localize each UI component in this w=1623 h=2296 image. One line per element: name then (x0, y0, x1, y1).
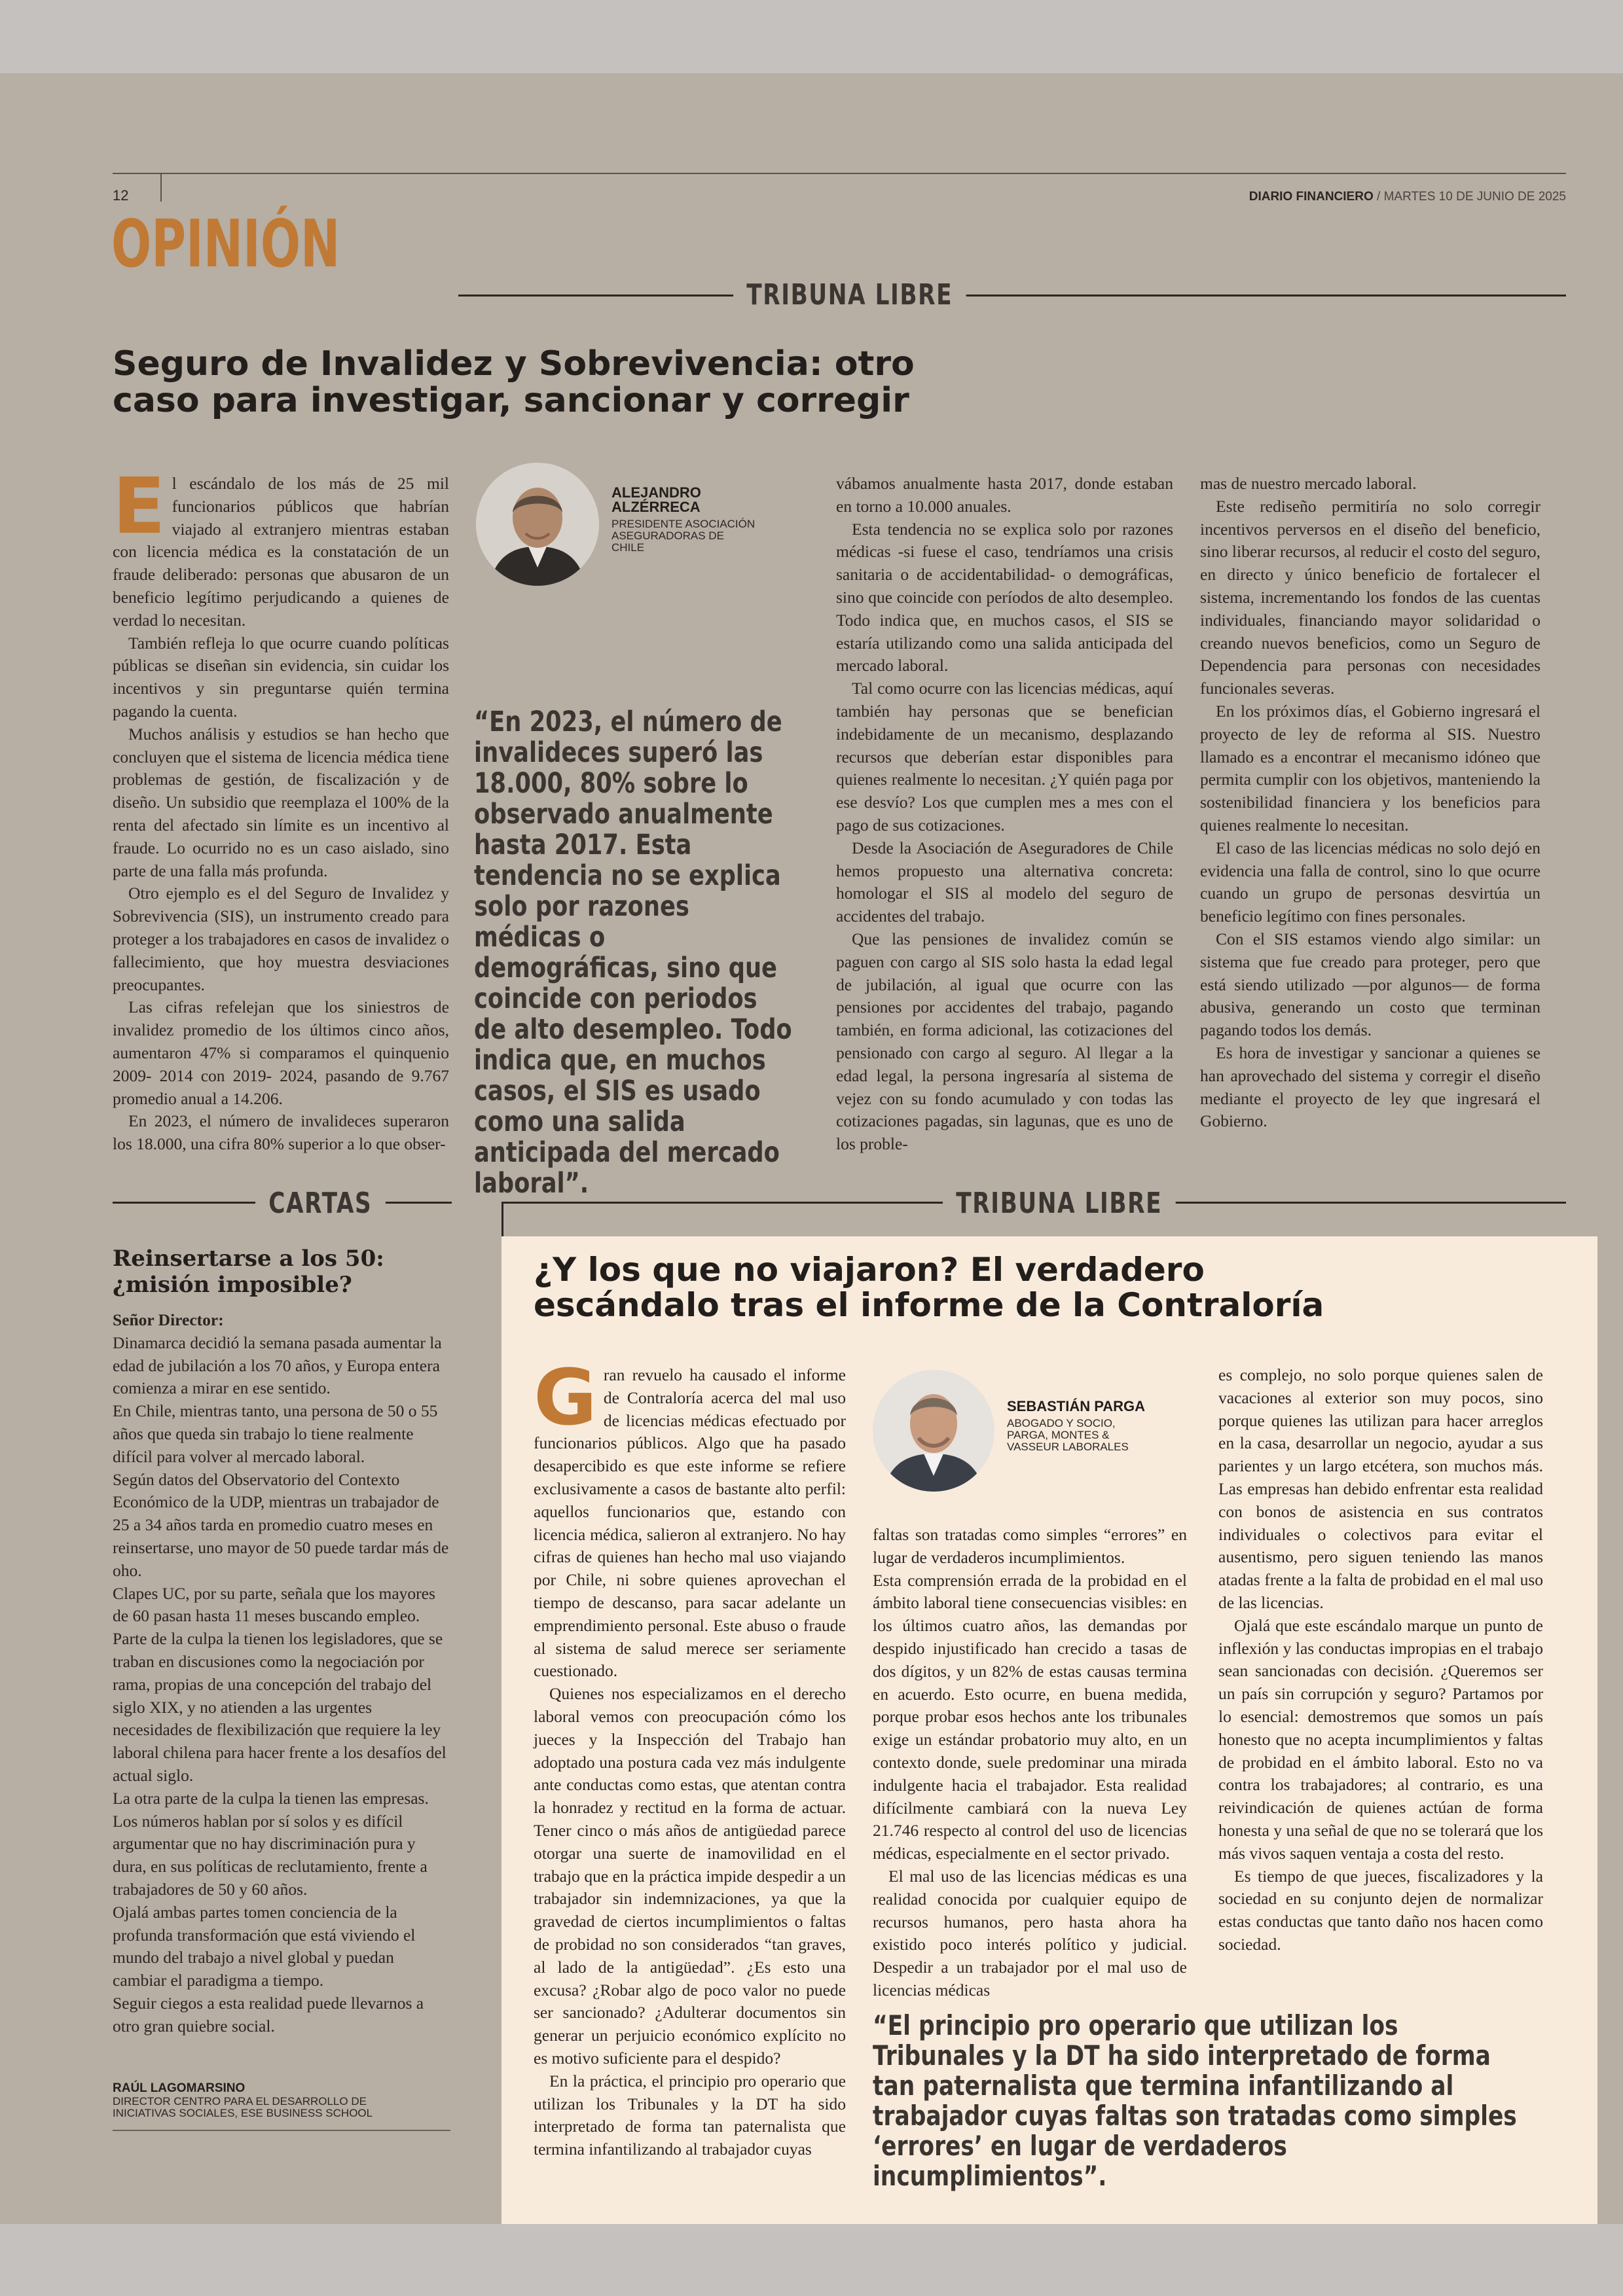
article1-c3-p1: vábamos anualmente hasta 2017, donde estaban en torno a 10.000 anuales. (836, 474, 1173, 516)
article2-c1-p1: ran revuelo ha causado el informe de Contraloría acerca del mal uso de licencias médicas efectuado por funcionarios públicos. Algo que ha pasado desapercibido es que este informe se refiere exclusivamente a casos de bastante alto perfil: aquellos funcionarios que, estando con licencia médica, salieron al extranjero. No hay cifras de quienes han hecho mal uso viajando por Chile, ni sobre quienes aprovechan el tiempo de descanso, para sacar adelante un emprendimiento personal. Este abuso o fraude al sistema de salud merece ser seriamente cuestionado. (534, 1365, 846, 1681)
article1-column4 (1200, 473, 1541, 1133)
article1-c1-p3: Muchos análisis y estudios se han hecho que concluyen que el sistema de licencia médica tiene problemas de gestión, de fiscalización y de diseño. Un subsidio que reemplaza el 100% de la renta del afectado sin límite es un incentivo al fraude. Lo ocurrido no es un caso aislado, sino parte de una falla más profunda. (113, 724, 449, 880)
letter-title-line1: Reinsertarse a los 50: (113, 1246, 384, 1272)
author1-name-1: ALEJANDRO (611, 484, 701, 501)
article2-column2 (873, 1524, 1187, 2002)
article1-c1-p4: Otro ejemplo es el del Seguro de Invalidez y Sobrevivencia (SIS), un instrumento creado para proteger a los trabajadores en casos de invalidez o fallecimiento, que hoy muestra desviaciones preocupantes. (113, 884, 449, 994)
author1-role-3: CHILE (611, 541, 645, 554)
letter-p1: Dinamarca decidió la semana pasada aumentar la edad de jubilación a los 70 años, y Europa entera comienza a mirar en ese sentido. (113, 1333, 442, 1398)
article2-c3-p1: es complejo, no solo porque quienes salen de vacaciones al exterior son muy pocos, sino porque quienes las utilizan para hacer arreglos en la casa, desarrollar un negocio, ayudar a sus parientes y un largo etcétera, son muchos más. Las empresas han debido enfrentar esta realidad con bonos de asistencia en sus contratos individuales o colectivos para evitar el ausentismo, pero siguen teniendo las manos atadas frente a la falta de probidad en el mal uso de las licencias. (1218, 1365, 1543, 1612)
section-label-cartas: CARTAS (255, 1186, 386, 1221)
article1-c3-p2: Esta tendencia no se explica solo por razones médicas -si fuese el caso, tendríamos una crisis sanitaria o de accidentabilidad- o demográficas, sino que coincide con períodos de alto desempleo. Todo indica que, en muchos casos, el SIS se estaría utilizando como una salida anticipada del mercado laboral. (836, 519, 1173, 675)
letter-p7: Ojalá ambas partes tomen conciencia de la profunda transformación que está viviendo el mundo del trabajo a nivel global y puedan cambiar el paradigma a tiempo. (113, 1902, 416, 1990)
article2-c1-p2: Quienes nos especializamos en el derecho laboral vemos con preocupación cómo los jueces y la Inspección del Trabajo han adoptado una postura cada vez más indulgente ante conductas como estas, que atentan contra la honradez y rectitud en la forma de actuar. Tener cinco o más años de antigüedad parece otorgar una suerte de inamovilidad en el trabajo que en la práctica impide despedir a un trabajador sin indemnizaciones, ya que la gravedad de ciertos incumplimientos o faltas de probidad no son considerados “tan graves, al lado de la antigüedad”. ¿Es esto una excusa? ¿Robar algo de poco valor no puede ser sancionado? ¿Adulterar documentos sin generar un perjuicio económico explícito no es motivo suficiente para el despido? (534, 1684, 846, 2068)
article2-c2-p1: faltas son tratadas como simples “errores” en lugar de verdaderos incumplimientos. (873, 1525, 1187, 1567)
article2-column3 (1218, 1364, 1543, 1956)
letter-p3: Según datos del Observatorio del Contexto Económico de la UDP, mientras un trabajador de 25 a 34 años tarda en promedio cuatro meses en reinsertarse, uno mayor de 50 puede tardar más de oho. (113, 1469, 449, 1580)
newspaper-dateline (1249, 190, 1566, 204)
article1-c4-p2: Este rediseño permitiría no solo corregir incentivos perversos en el diseño del beneficio, sino liberar recursos, al reducir el costo del seguro, en directo y único beneficio de fortalecer el sistema, incrementando los fondos de las cuentas individuales, financiando mayor solidaridad o creando nuevos beneficios, como un Seguro de Dependencia para personas con necesidades funcionales severas. (1200, 496, 1541, 698)
article1-c1-p5: Las cifras refelejan que los siniestros de invalidez promedio de los últimos cinco años, aumentaron 47% si comparamos el quinquenio 2009- 2014 con 2019- 2024, pasando de 9.767 promedio anual a 14.206. (113, 997, 449, 1108)
article2-title-line2: escándalo tras el informe de la Contraloría (534, 1286, 1324, 1324)
letter-salutation: Señor Director: (113, 1310, 224, 1329)
letter-signature-role-1: DIRECTOR CENTRO PARA EL DESARROLLO DE (113, 2095, 367, 2108)
letter-p6: La otra parte de la culpa la tienen las empresas. Los números hablan por sí solos y es difícil argumentar que no hay discriminación pura y dura, en sus políticas de reclutamiento, frente a trabajadores de 50 y 60 años. (113, 1788, 429, 1899)
article1-column3 (836, 473, 1173, 1156)
header-rule (113, 173, 1566, 174)
author2-role-1: ABOGADO Y SOCIO, (1007, 1417, 1116, 1429)
author-byline-1 (611, 486, 755, 554)
page-number: 12 (113, 187, 129, 204)
article1-c1-p1: l escándalo de los más de 25 mil funcionarios públicos que habrían viajado al extranjero mientras estaban con licencia médica es la constatación de un fraude deliberado: personas que abusaron de un beneficio legítimo perjudicando a quienes de verdad lo necesitan. (113, 474, 449, 630)
article2-column1 (534, 1352, 846, 2161)
letter-signature-role-2: INICIATIVAS SOCIALES, ESE BUSINESS SCHOOL (113, 2107, 373, 2119)
article2-c3-p2: Ojalá que este escándalo marque un punto de inflexión y las conductas impropias en el trabajo sean sancionadas con decisión. ¿Queremos ser un país sin corrupción y seguro? Partamos por lo esencial: demostremos que somos un país honesto que no acepta incumplimientos y faltas de probidad en el ámbito laboral. Esto no va contra los trabajadores; al contrario, es una reivindicación de quienes actúan de forma honesta y una señal de que no se tolerará que los más vivos saquen ventaja a costa del resto. (1218, 1615, 1543, 1863)
letter-title-line2: ¿misión imposible? (113, 1272, 352, 1298)
article1-c4-p6: Es hora de investigar y sancionar a quienes se han aprovechado del sistema y corregir el diseño mediante el proyecto de ley que ingresará el Gobierno. (1200, 1043, 1541, 1131)
article1-c3-p4: Desde la Asociación de Aseguradores de Chile hemos propuesto una alternativa concreta: homologar el SIS al modelo del seguro de accidentes del trabajo. (836, 838, 1173, 926)
article2-pull-quote: “El principio pro operario que utilizan los Tribunales y la DT ha sido interpretado de forma tan paternalista que termina infantilizando al trabajador cuyas faltas son tratadas como simples ‘errores’ en lugar de verdaderos incumplimientos”. (873, 2009, 1517, 2192)
article2-title (534, 1252, 1555, 1323)
author-photo-sebastian-parga (873, 1370, 994, 1492)
author2-role-3: VASSEUR LABORALES (1007, 1441, 1129, 1453)
article1-c4-p5: Con el SIS estamos viendo algo similar: un sistema que fue creado para proteger, pero que está siendo utilizado —por algunos— de forma abusiva, generando un costo que terminan pagando todos los demás. (1200, 929, 1541, 1040)
letter-signature-name: RAÚL LAGOMARSINO (113, 2081, 246, 2095)
author2-role-2: PARGA, MONTES & (1007, 1429, 1110, 1441)
section-label-tribuna-libre-1: TRIBUNA LIBRE (733, 278, 966, 313)
author1-role-1: PRESIDENTE ASOCIACIÓN (611, 518, 756, 530)
letter-bottom-rule (113, 2130, 450, 2131)
article1-c4-p1: mas de nuestro mercado laboral. (1200, 474, 1417, 493)
article1-c3-p5: Que las pensiones de invalidez común se paguen con cargo al SIS solo hasta la edad legal de jubilación, al igual que ocurre con las pensiones por accidentes del trabajo, pagando también, en forma adicional, las cotizaciones del pensionado con cargo al seguro. Al llegar a la edad legal, la persona ingresaría al sistema de vejez con su fondo acumulado y con todas las cotizaciones pagadas, sin lagunas, que es uno de los proble- (836, 929, 1173, 1154)
author1-name-2: ALZÉRRECA (611, 499, 701, 515)
portrait-icon (476, 463, 599, 586)
letter-body (113, 1309, 449, 2038)
top-margin-band (0, 0, 1623, 73)
article1-drop-cap: E (113, 461, 166, 551)
portrait-icon (873, 1370, 994, 1492)
article1-c1-p6: En 2023, el número de invalideces superaron los 18.000, una cifra 80% superior a lo que obser- (113, 1111, 449, 1154)
author1-role-2: ASEGURADORAS DE (611, 529, 724, 542)
article1-c1-p2: También refleja lo que ocurre cuando políticas públicas se diseñan sin evidencia, sin cuidar los incentivos y sin preguntarse quién termina pagando la cuenta. (113, 633, 449, 721)
section-label-tribuna-libre-2: TRIBUNA LIBRE (943, 1186, 1175, 1221)
page-number-divider (160, 174, 162, 202)
author-byline-2 (1007, 1399, 1145, 1453)
author-photo-alejandro-alzerreca (476, 463, 599, 586)
letter-p2: En Chile, mientras tanto, una persona de 50 o 55 años que queda sin trabajo lo tiene realmente difícil para volver al mercado laboral. (113, 1401, 438, 1466)
article2-c1-p3: En la práctica, el principio pro operario que utilizan los Tribunales y la DT ha sido interpretado de forma tan paternalista que termina infantilizando al trabajador cuyas (534, 2071, 846, 2159)
article2-drop-cap: G (534, 1352, 597, 1443)
letter-signature (113, 2081, 453, 2119)
article1-title-line1: Seguro de Invalidez y Sobrevivencia: otro (113, 344, 915, 384)
article2-c2-p3: El mal uso de las licencias médicas es una realidad conocida por cualquier equipo de recursos humanos, pero hasta ahora ha existido poco interés político y judicial. Despedir a un trabajador por el mal uso de licencias médicas (873, 1866, 1187, 2000)
bottom-margin-band (0, 2224, 1623, 2296)
issue-date: / MARTES 10 DE JUNIO DE 2025 (1377, 190, 1566, 204)
letter-p4: Clapes UC, por su parte, señala que los mayores de 60 pasan hasta 11 meses buscando empleo. (113, 1583, 435, 1626)
letter-title (113, 1246, 479, 1298)
article2-title-line1: ¿Y los que no viajaron? El verdadero (534, 1251, 1205, 1289)
letter-p5: Parte de la culpa la tienen los legisladores, que se traban en discusiones como la negociación por rama, propias de una concepción del trabajo del siglo XIX, y no atienden a las urgentes necesidades de flexibilización que requiere la ley laboral chilena para hacer frente a los desafíos del actual siglo. (113, 1629, 447, 1785)
article1-c3-p3: Tal como ocurre con las licencias médicas, aquí también hay personas que se benefician indebidamente de un mecanismo, desplazando recursos que deberían estar disponibles para quienes realmente lo necesitan. ¿Y quién paga por ese desvío? Los que cumplen mes a mes con el pago de sus cotizaciones. (836, 679, 1173, 834)
newspaper-name: DIARIO FINANCIERO (1249, 190, 1374, 204)
article2-c2-p2: Esta comprensión errada de la probidad en el ámbito laboral tiene consecuencias visibles: en los últimos cuatro años, las demandas por despido injustificado han crecido a tasas de dos dígitos, y un 82% de estas causas termina en acuerdo. Esto ocurre, en buena medida, porque probar esos hechos ante los tribunales exige un estándar probatorio muy alto, en un contexto donde, suele predominar una mirada indulgente hacia el trabajador. Esta realidad difícilmente cambiará con la nueva Ley 21.746 respecto al control del uso de licencias médicas, especialmente en el sector privado. (873, 1570, 1187, 1863)
article1-pull-quote: “En 2023, el número de invalideces superó las 18.000, 80% sobre lo observado anualmente hasta 2017. Esta tendencia no se explica solo por razones médicas o demográficas, sino que coincide con periodos de alto desempleo. Todo indica que, en muchos casos, el SIS es usado como una salida anticipada del mercado laboral”. (474, 706, 792, 1200)
author2-name: SEBASTIÁN PARGA (1007, 1398, 1146, 1414)
article1-c4-p3: En los próximos días, el Gobierno ingresará el proyecto de ley de reforma al SIS. Nuestro llamado es a encontrar el mecanismo idóneo que permita cumplir con los objetivos, manteniendo la sostenibilidad financiera y los beneficios para quienes realmente lo necesitan. (1200, 701, 1541, 834)
letter-p8: Seguir ciegos a esta realidad puede llevarnos a otro gran quiebre social. (113, 1993, 424, 2036)
article1-title (113, 346, 964, 419)
article1-title-line2: caso para investigar, sancionar y corregir (113, 381, 909, 420)
article1-c4-p4: El caso de las licencias médicas no solo dejó en evidencia una falla de control, sino lo que ocurre cuando un grupo de personas desvirtúa un beneficio legítimo con fines personales. (1200, 838, 1541, 926)
article1-column1 (113, 461, 449, 1156)
section-rule-tribuna-top (458, 295, 1566, 296)
article2-c3-p3: Es tiempo de que jueces, fiscalizadores y la sociedad en su conjunto dejen de normalizar estas conductas que tanto daño nos hacen como sociedad. (1218, 1866, 1543, 1954)
section-title-opinion: OPINIÓN (111, 206, 340, 282)
